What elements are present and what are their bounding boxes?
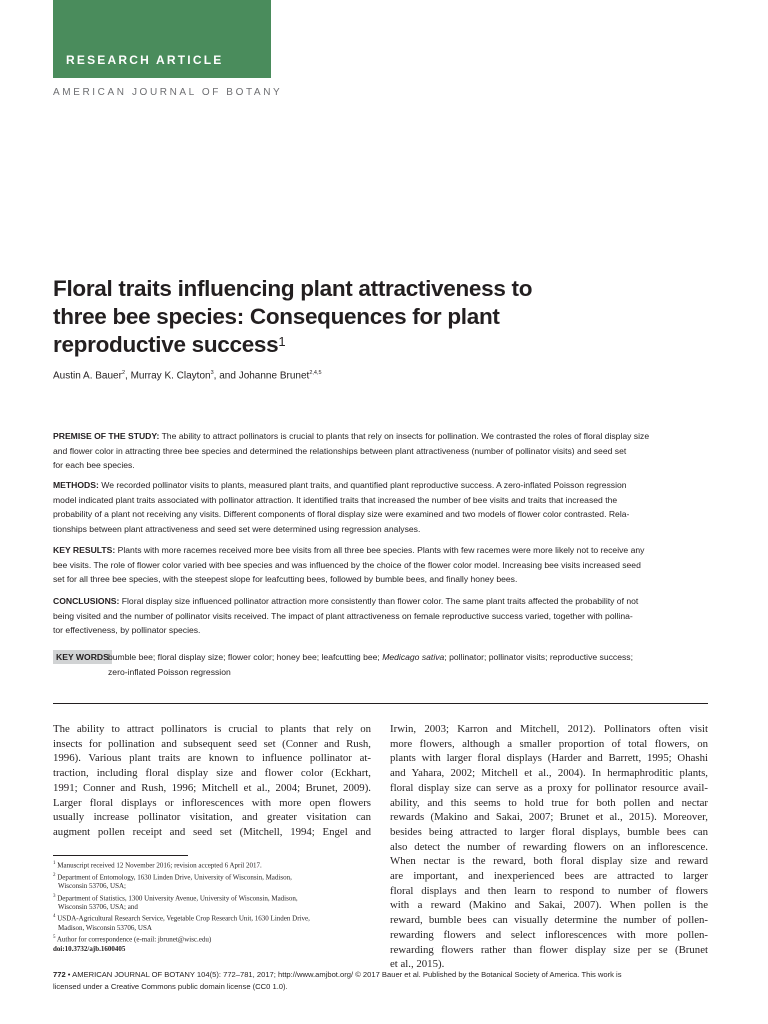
body-line: rewarding flowers and select inflorescences with more pollen-: [390, 928, 708, 941]
author-separator: ,: [125, 370, 131, 382]
abstract-conclusions: [53, 594, 708, 638]
body-line: and Yahara, 2002; Mitchell et al., 2004). In hermaphroditic plants,: [390, 767, 708, 780]
body-line: rewarding flowers rather than flower display size per se (Brunet: [390, 943, 708, 956]
body-line: floral displays and then learn to respond to number of flowers: [390, 884, 708, 897]
abstract-text: for each bee species.: [53, 460, 135, 470]
footnote: [53, 859, 378, 871]
author-name: Johanne Brunet: [238, 370, 310, 382]
footnote-text: Manuscript received 12 November 2016; revision accepted 6 April 2017.: [55, 861, 262, 870]
body-line: plants with larger floral displays (Harder and Barrett, 1995; Ohashi: [390, 752, 708, 765]
body-line: augment pollen receipt and seed set (Mitchell, 1994; Engel and: [53, 825, 371, 838]
author-affiliation-mark: 2,4,5: [309, 370, 322, 376]
footnote-mark: 3: [53, 893, 56, 899]
journal-name-header: AMERICAN JOURNAL OF BOTANY: [53, 87, 283, 98]
keywords-text: zero-inflated Poisson regression: [108, 667, 231, 677]
abstract-section-label: KEY RESULTS:: [53, 545, 116, 555]
title-line: Floral traits influencing plant attractiveness to: [53, 276, 533, 301]
body-column-right: [390, 722, 708, 972]
body-line: ability, and this seems to hold true for both pollen and nectar: [390, 796, 708, 809]
abstract-text: bee visits. The role of flower color varied with bee species and was influenced by the choice of the flower color model. Increasing bee visits increased seed: [53, 559, 641, 570]
abstract-text: set for all three bee species, with the steepest slope for leafcutting bees, followed by bumble bees, and finally honey bees.: [53, 574, 518, 584]
footnote-continuation: Madison, Wisconsin 53706, USA: [58, 924, 152, 933]
body-line: usually increase pollinator visitation, and greater visitation can: [53, 811, 371, 824]
abstract-line: [53, 543, 708, 558]
body-line: When nectar is the reward, both floral display size and reward: [390, 855, 708, 868]
footnote-rule: [53, 855, 188, 856]
footnote-continuation: Wisconsin 53706, USA; and: [58, 903, 138, 912]
abstract-methods: [53, 478, 708, 536]
body-column-left: [53, 722, 371, 840]
abstract-text: Floral display size influenced pollinator attraction more consistently than flower color. The same plant traits affected the probability of not: [121, 596, 639, 606]
footnote-continuation: Wisconsin 53706, USA;: [58, 882, 126, 891]
abstract-text: We recorded pollinator visits to plants, measured plant traits, and quantified plant reproductive success. A zero-inflated Poisson regression: [101, 480, 627, 490]
abstract-text: being visited and the number of pollinator visits received. The impact of plant attractiveness on female reproductive success varied, together with pollina-: [53, 610, 633, 621]
title-footnote-mark: 1: [278, 334, 286, 349]
abstract-text: and flower color in attracting three bee species and determined the relationships between plant attractiveness (number of pollinator visits) and seed set: [53, 445, 627, 456]
body-line: floral display size can serve as a proxy for pollinator resource avail-: [390, 781, 708, 794]
body-line: besides being attracted to larger floral displays, bumble bees can: [390, 825, 708, 838]
footnote: [53, 933, 378, 945]
abstract-line: [53, 594, 708, 609]
body-line: 1991; Conner and Rush, 1996; Mitchell et al., 2004; Brunet, 2009).: [53, 781, 371, 794]
keywords-label: KEY WORDS: [53, 650, 112, 664]
body-line: 1996). Various plant traits are known to influence pollinator at-: [53, 752, 371, 765]
body-line: et al., 2015).: [390, 958, 445, 971]
body-line: with a reward (Makino and Sakai, 2007). When pollen is the: [390, 899, 708, 912]
article-title: [53, 275, 613, 359]
page-footer: [53, 969, 708, 993]
footnote-text: Department of Entomology, 1630 Linden Drive, University of Wisconsin, Madison,: [55, 872, 292, 881]
author-list: [53, 370, 322, 381]
body-line: are important, and inexperienced bees are attracted to larger: [390, 870, 708, 883]
abstract-section-label: PREMISE OF THE STUDY:: [53, 431, 160, 441]
footnote-text: Author for correspondence (e-mail: jbrunet@wisc.edu): [55, 935, 212, 944]
abstract-text: model indicated plant traits associated with pollinator attraction. It identified traits that increased the number of bee visits and traits that increased the: [53, 494, 618, 505]
abstract-line: [53, 429, 708, 444]
author-separator: , and: [213, 370, 239, 382]
title-line: [53, 331, 613, 359]
body-line: traction, including floral display size and flower color (Eckhart,: [53, 767, 371, 780]
footnote-mark: 4: [53, 914, 56, 920]
footnote: [53, 912, 378, 924]
abstract-line: [53, 478, 708, 493]
footer-line: [53, 969, 708, 981]
author-name: Austin A. Bauer: [53, 370, 122, 382]
footer-citation: AMERICAN JOURNAL OF BOTANY 104(5): 772–781, 2017; http://www.amjbot.org/ © 2017 Bauer et al. Published by the Botanical Society of America. This work is: [72, 970, 622, 979]
abstract-text: The ability to attract pollinators is crucial to plants that rely on insects for pollination. We contrasted the roles of floral display size: [161, 431, 650, 441]
abstract-text: Plants with more racemes received more bee visits from all three bee species. Plants with few racemes were more likely not to receive any: [117, 545, 645, 555]
footnote-mark: 5: [53, 935, 56, 941]
article-type-banner: [53, 0, 271, 78]
body-line: Larger floral displays or inflorescences with more open flowers: [53, 796, 371, 809]
body-line: reward, bumble bees can visually determine the number of pollen-: [390, 914, 708, 927]
title-line: three bee species: Consequences for plant: [53, 304, 500, 329]
footnote-text: Department of Statistics, 1300 University Avenue, University of Wisconsin, Madison,: [55, 893, 298, 902]
footer-bullet: •: [67, 970, 71, 979]
body-line: more flowers, although a smaller proportion of total flowers, on: [390, 737, 708, 750]
section-divider: [53, 703, 708, 704]
keywords-list: [108, 650, 713, 680]
body-line: also detect the number of rewarding flowers on an inflorescence.: [390, 840, 708, 853]
footnote-mark: 1: [53, 861, 56, 866]
body-line: Irwin, 2003; Karron and Mitchell, 2012). Pollinators often visit: [390, 723, 708, 735]
abstract-text: probability of a plant not receiving any visits. Different components of floral display size were examined and two models of flower color contrasted. Rela-: [53, 509, 630, 519]
author-name: Murray K. Clayton: [130, 370, 211, 382]
abstract-text: tor effectiveness, by pollinator species.: [53, 625, 201, 635]
abstract-section-label: CONCLUSIONS:: [53, 596, 120, 606]
abstract-section-label: METHODS:: [53, 480, 99, 490]
keywords-text: ; pollinator; pollinator visits; reproductive success;: [444, 652, 633, 662]
keywords-line: [108, 650, 713, 665]
footnote-text: USDA-Agricultural Research Service, Vegetable Crop Research Unit, 1630 Linden Drive,: [55, 914, 310, 923]
author-affiliation-mark: 3: [210, 370, 214, 376]
body-line: The ability to attract pollinators is crucial to plants that rely on: [53, 723, 371, 735]
footnote: [53, 892, 378, 904]
article-type-label: RESEARCH ARTICLE: [66, 53, 224, 67]
page-number: 772: [53, 970, 66, 979]
title-line-text: reproductive success: [53, 332, 279, 357]
body-line: insects for pollination and subsequent seed set (Conner and Rush,: [53, 737, 371, 750]
keywords-text: bumble bee; floral display size; flower color; honey bee; leafcutting bee;: [108, 652, 383, 662]
abstract-text: tionships between plant attractiveness and seed set were determined using regression analyses.: [53, 523, 421, 534]
footnote-mark: 2: [53, 872, 56, 878]
footer-license: licensed under a Creative Commons public domain license (CC0 1.0).: [53, 982, 288, 991]
doi-link[interactable]: doi:10.3732/ajb.1600405: [53, 945, 126, 954]
keywords-species: Medicago sativa: [382, 652, 445, 662]
author-affiliation-mark: 2: [121, 370, 125, 376]
abstract-key-results: [53, 543, 708, 587]
abstract-premise: [53, 429, 708, 473]
body-line: rewards (Makino and Sakai, 2007; Brunet et al., 2015). Moreover,: [390, 811, 708, 824]
footnote: [53, 871, 378, 883]
footnotes: [53, 859, 378, 954]
